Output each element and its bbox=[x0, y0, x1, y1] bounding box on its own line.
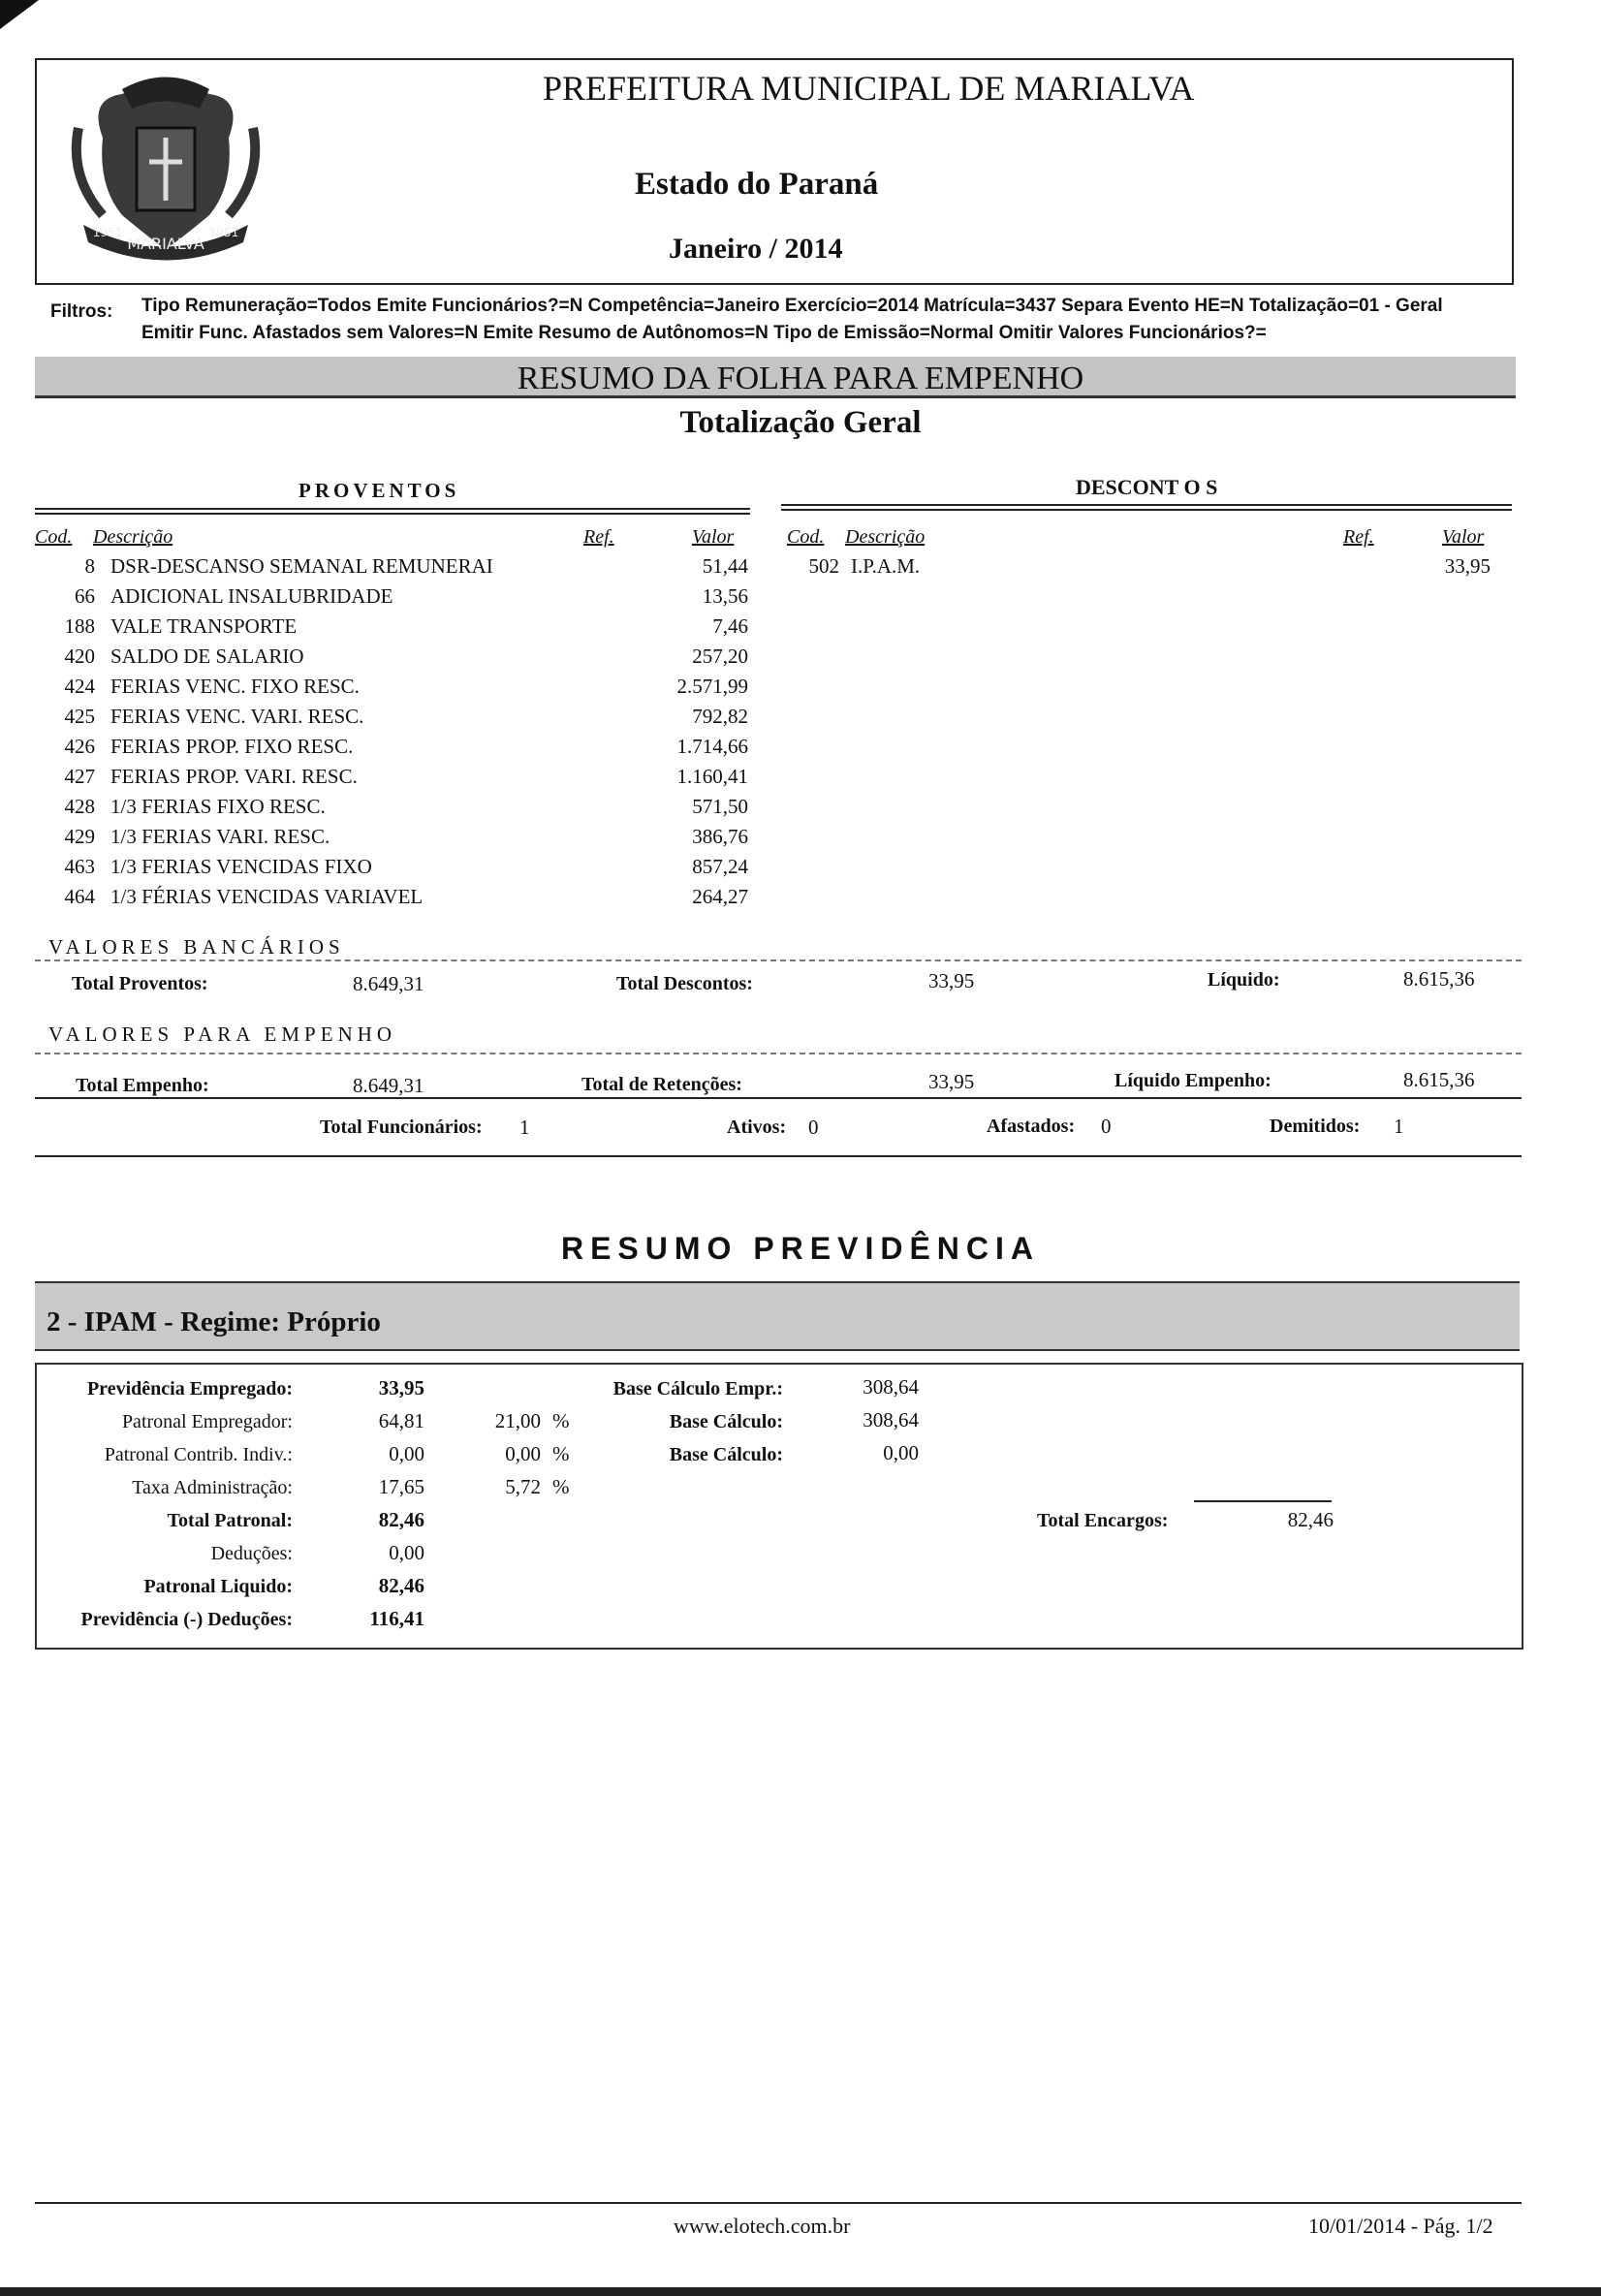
deducoes-label: Deduções: bbox=[210, 1543, 293, 1564]
divider bbox=[1194, 1500, 1332, 1502]
total-proventos-value: 8.649,31 bbox=[353, 972, 424, 995]
footer-website: www.elotech.com.br bbox=[674, 2214, 851, 2238]
divider bbox=[35, 1053, 1522, 1054]
descontos-col-cod: Cod. bbox=[787, 526, 825, 548]
patronal-empregador-value: 64,81 bbox=[378, 1409, 424, 1432]
descontos-col-valor: Valor bbox=[1442, 526, 1485, 548]
total-funcionarios-value: 1 bbox=[519, 1116, 530, 1139]
base-calc-label: Base Cálculo: bbox=[669, 1444, 783, 1465]
table-row: 424 FERIAS VENC. FIXO RESC. 2.571,99 bbox=[64, 675, 748, 698]
table-row: 420 SALDO DE SALARIO 257,20 bbox=[64, 645, 748, 668]
patronal-contrib-pct: 0,00 bbox=[505, 1442, 541, 1465]
svg-text:1951: 1951 bbox=[92, 226, 123, 239]
total-descontos-label: Total Descontos: bbox=[616, 973, 753, 994]
ativos-value: 0 bbox=[808, 1116, 819, 1139]
total-empenho-label: Total Empenho: bbox=[76, 1075, 209, 1096]
descontos-heading: DESCONT O S bbox=[1076, 475, 1218, 499]
demitidos-value: 1 bbox=[1394, 1115, 1404, 1138]
patronal-empregador-pct: 21,00 bbox=[494, 1409, 541, 1432]
patronal-contrib-label: Patronal Contrib. Indiv.: bbox=[104, 1444, 293, 1465]
report-subtitle: Totalização Geral bbox=[679, 405, 922, 440]
prev-deducoes-value: 116,41 bbox=[369, 1607, 424, 1630]
base-calc-label: Base Cálculo: bbox=[669, 1411, 783, 1432]
total-proventos-label: Total Proventos: bbox=[72, 973, 208, 994]
table-row: 429 1/3 FERIAS VARI. RESC. 386,76 bbox=[64, 825, 748, 848]
report-title: RESUMO DA FOLHA PARA EMPENHO bbox=[517, 361, 1084, 396]
percent-sign: % bbox=[552, 1409, 570, 1432]
prev-empregado-value: 33,95 bbox=[378, 1376, 424, 1400]
liquido-empenho-label: Líquido Empenho: bbox=[1114, 1070, 1271, 1091]
patronal-empregador-label: Patronal Empregador: bbox=[121, 1411, 293, 1432]
total-retencoes-label: Total de Retenções: bbox=[581, 1074, 742, 1095]
proventos-heading: PROVENTOS bbox=[298, 479, 460, 502]
base-calc-empr-label: Base Cálculo Empr.: bbox=[612, 1378, 783, 1400]
regime-label: 2 - IPAM - Regime: Próprio bbox=[47, 1306, 381, 1337]
table-row: 188 VALE TRANSPORTE 7,46 bbox=[64, 614, 748, 638]
proventos-col-ref: Ref. bbox=[583, 526, 614, 548]
total-encargos-label: Total Encargos: bbox=[1037, 1510, 1169, 1531]
bancarios-heading: VALORES BANCÁRIOS bbox=[48, 935, 345, 959]
liquido-value: 8.615,36 bbox=[1403, 967, 1475, 991]
filters-text: Tipo Remuneração=Todos Emite Funcionários?=N Competência=Janeiro Exercício=2014 Matrícula=3437 Separa Evento HE=N Totalização=01 - Geral Emitir Func. Afastados sem Valores=N Emite Resumo de Autônomos=N Tipo de Emissão=Normal Omitir Valores Funcionários?= bbox=[141, 296, 1443, 343]
svg-text:MARIALVA: MARIALVA bbox=[127, 235, 204, 253]
patronal-liquido-label: Patronal Liquido: bbox=[143, 1576, 293, 1597]
table-row: 464 1/3 FÉRIAS VENCIDAS VARIAVEL 264,27 bbox=[64, 885, 748, 908]
divider bbox=[781, 504, 1512, 506]
divider bbox=[35, 513, 750, 515]
table-row: 427 FERIAS PROP. VARI. RESC. 1.160,41 bbox=[64, 765, 748, 788]
taxa-adm-pct: 5,72 bbox=[505, 1475, 541, 1498]
total-patronal-value: 82,46 bbox=[378, 1508, 424, 1531]
prev-deducoes-label: Previdência (-) Deduções: bbox=[80, 1609, 293, 1630]
scan-bottom-edge bbox=[0, 2287, 1601, 2296]
city-crest-logo bbox=[64, 70, 267, 273]
scan-corner-mark bbox=[0, 0, 39, 29]
period: Janeiro / 2014 bbox=[669, 233, 843, 265]
liquido-label: Líquido: bbox=[1208, 969, 1280, 991]
ativos-label: Ativos: bbox=[727, 1117, 787, 1138]
afastados-value: 0 bbox=[1101, 1115, 1112, 1138]
filters-label: Filtros: bbox=[50, 301, 113, 322]
deducoes-value: 0,00 bbox=[389, 1541, 424, 1564]
table-row: 428 1/3 FERIAS FIXO RESC. 571,50 bbox=[64, 795, 748, 818]
previdencia-box bbox=[35, 1363, 1523, 1650]
demitidos-label: Demitidos: bbox=[1270, 1116, 1361, 1137]
proventos-col-desc: Descrição bbox=[93, 526, 173, 548]
svg-text:1951: 1951 bbox=[208, 226, 239, 239]
total-patronal-label: Total Patronal: bbox=[167, 1510, 293, 1531]
footer-divider bbox=[35, 2202, 1522, 2204]
divider bbox=[35, 1155, 1522, 1157]
proventos-col-cod: Cod. bbox=[35, 526, 73, 548]
divider bbox=[35, 508, 750, 510]
total-funcionarios-label: Total Funcionários: bbox=[320, 1117, 483, 1138]
prev-empregado-label: Previdência Empregado: bbox=[86, 1378, 293, 1400]
table-row: 502 I.P.A.M. 33,95 bbox=[808, 554, 1491, 578]
patronal-liquido-value: 82,46 bbox=[378, 1574, 424, 1597]
table-row: 8 DSR-DESCANSO SEMANAL REMUNERAI 51,44 bbox=[84, 554, 748, 578]
liquido-empenho-value: 8.615,36 bbox=[1403, 1068, 1475, 1091]
taxa-adm-label: Taxa Administração: bbox=[132, 1477, 293, 1498]
proventos-col-valor: Valor bbox=[692, 526, 735, 548]
divider bbox=[781, 509, 1512, 511]
percent-sign: % bbox=[552, 1475, 570, 1498]
table-row: 66 ADICIONAL INSALUBRIDADE 13,56 bbox=[75, 584, 748, 608]
descontos-col-ref: Ref. bbox=[1343, 526, 1374, 548]
patronal-contrib-value: 0,00 bbox=[389, 1442, 424, 1465]
footer-date-page: 10/01/2014 - Pág. 1/2 bbox=[1308, 2214, 1493, 2238]
empenho-heading: VALORES PARA EMPENHO bbox=[48, 1022, 397, 1046]
base-calc-empr-value: 308,64 bbox=[863, 1375, 919, 1399]
total-retencoes-value: 33,95 bbox=[928, 1070, 975, 1093]
total-empenho-value: 8.649,31 bbox=[353, 1074, 424, 1097]
table-row: 426 FERIAS PROP. FIXO RESC. 1.714,66 bbox=[64, 735, 748, 758]
state-name: Estado do Paraná bbox=[635, 167, 879, 202]
descontos-col-desc: Descrição bbox=[845, 526, 926, 548]
previdencia-title: RESUMO PREVIDÊNCIA bbox=[560, 1231, 1041, 1266]
total-encargos-value: 82,46 bbox=[1287, 1508, 1334, 1531]
table-row: 425 FERIAS VENC. VARI. RESC. 792,82 bbox=[64, 705, 748, 728]
divider bbox=[35, 959, 1522, 961]
total-descontos-value: 33,95 bbox=[928, 969, 975, 992]
page-title: PREFEITURA MUNICIPAL DE MARIALVA bbox=[543, 69, 1195, 108]
base-calc-value: 0,00 bbox=[883, 1441, 919, 1464]
divider bbox=[35, 1097, 1522, 1099]
taxa-adm-value: 17,65 bbox=[378, 1475, 424, 1498]
base-calc-value: 308,64 bbox=[863, 1408, 919, 1431]
table-row: 463 1/3 FERIAS VENCIDAS FIXO 857,24 bbox=[64, 855, 748, 878]
percent-sign: % bbox=[552, 1442, 570, 1465]
afastados-label: Afastados: bbox=[987, 1116, 1076, 1137]
